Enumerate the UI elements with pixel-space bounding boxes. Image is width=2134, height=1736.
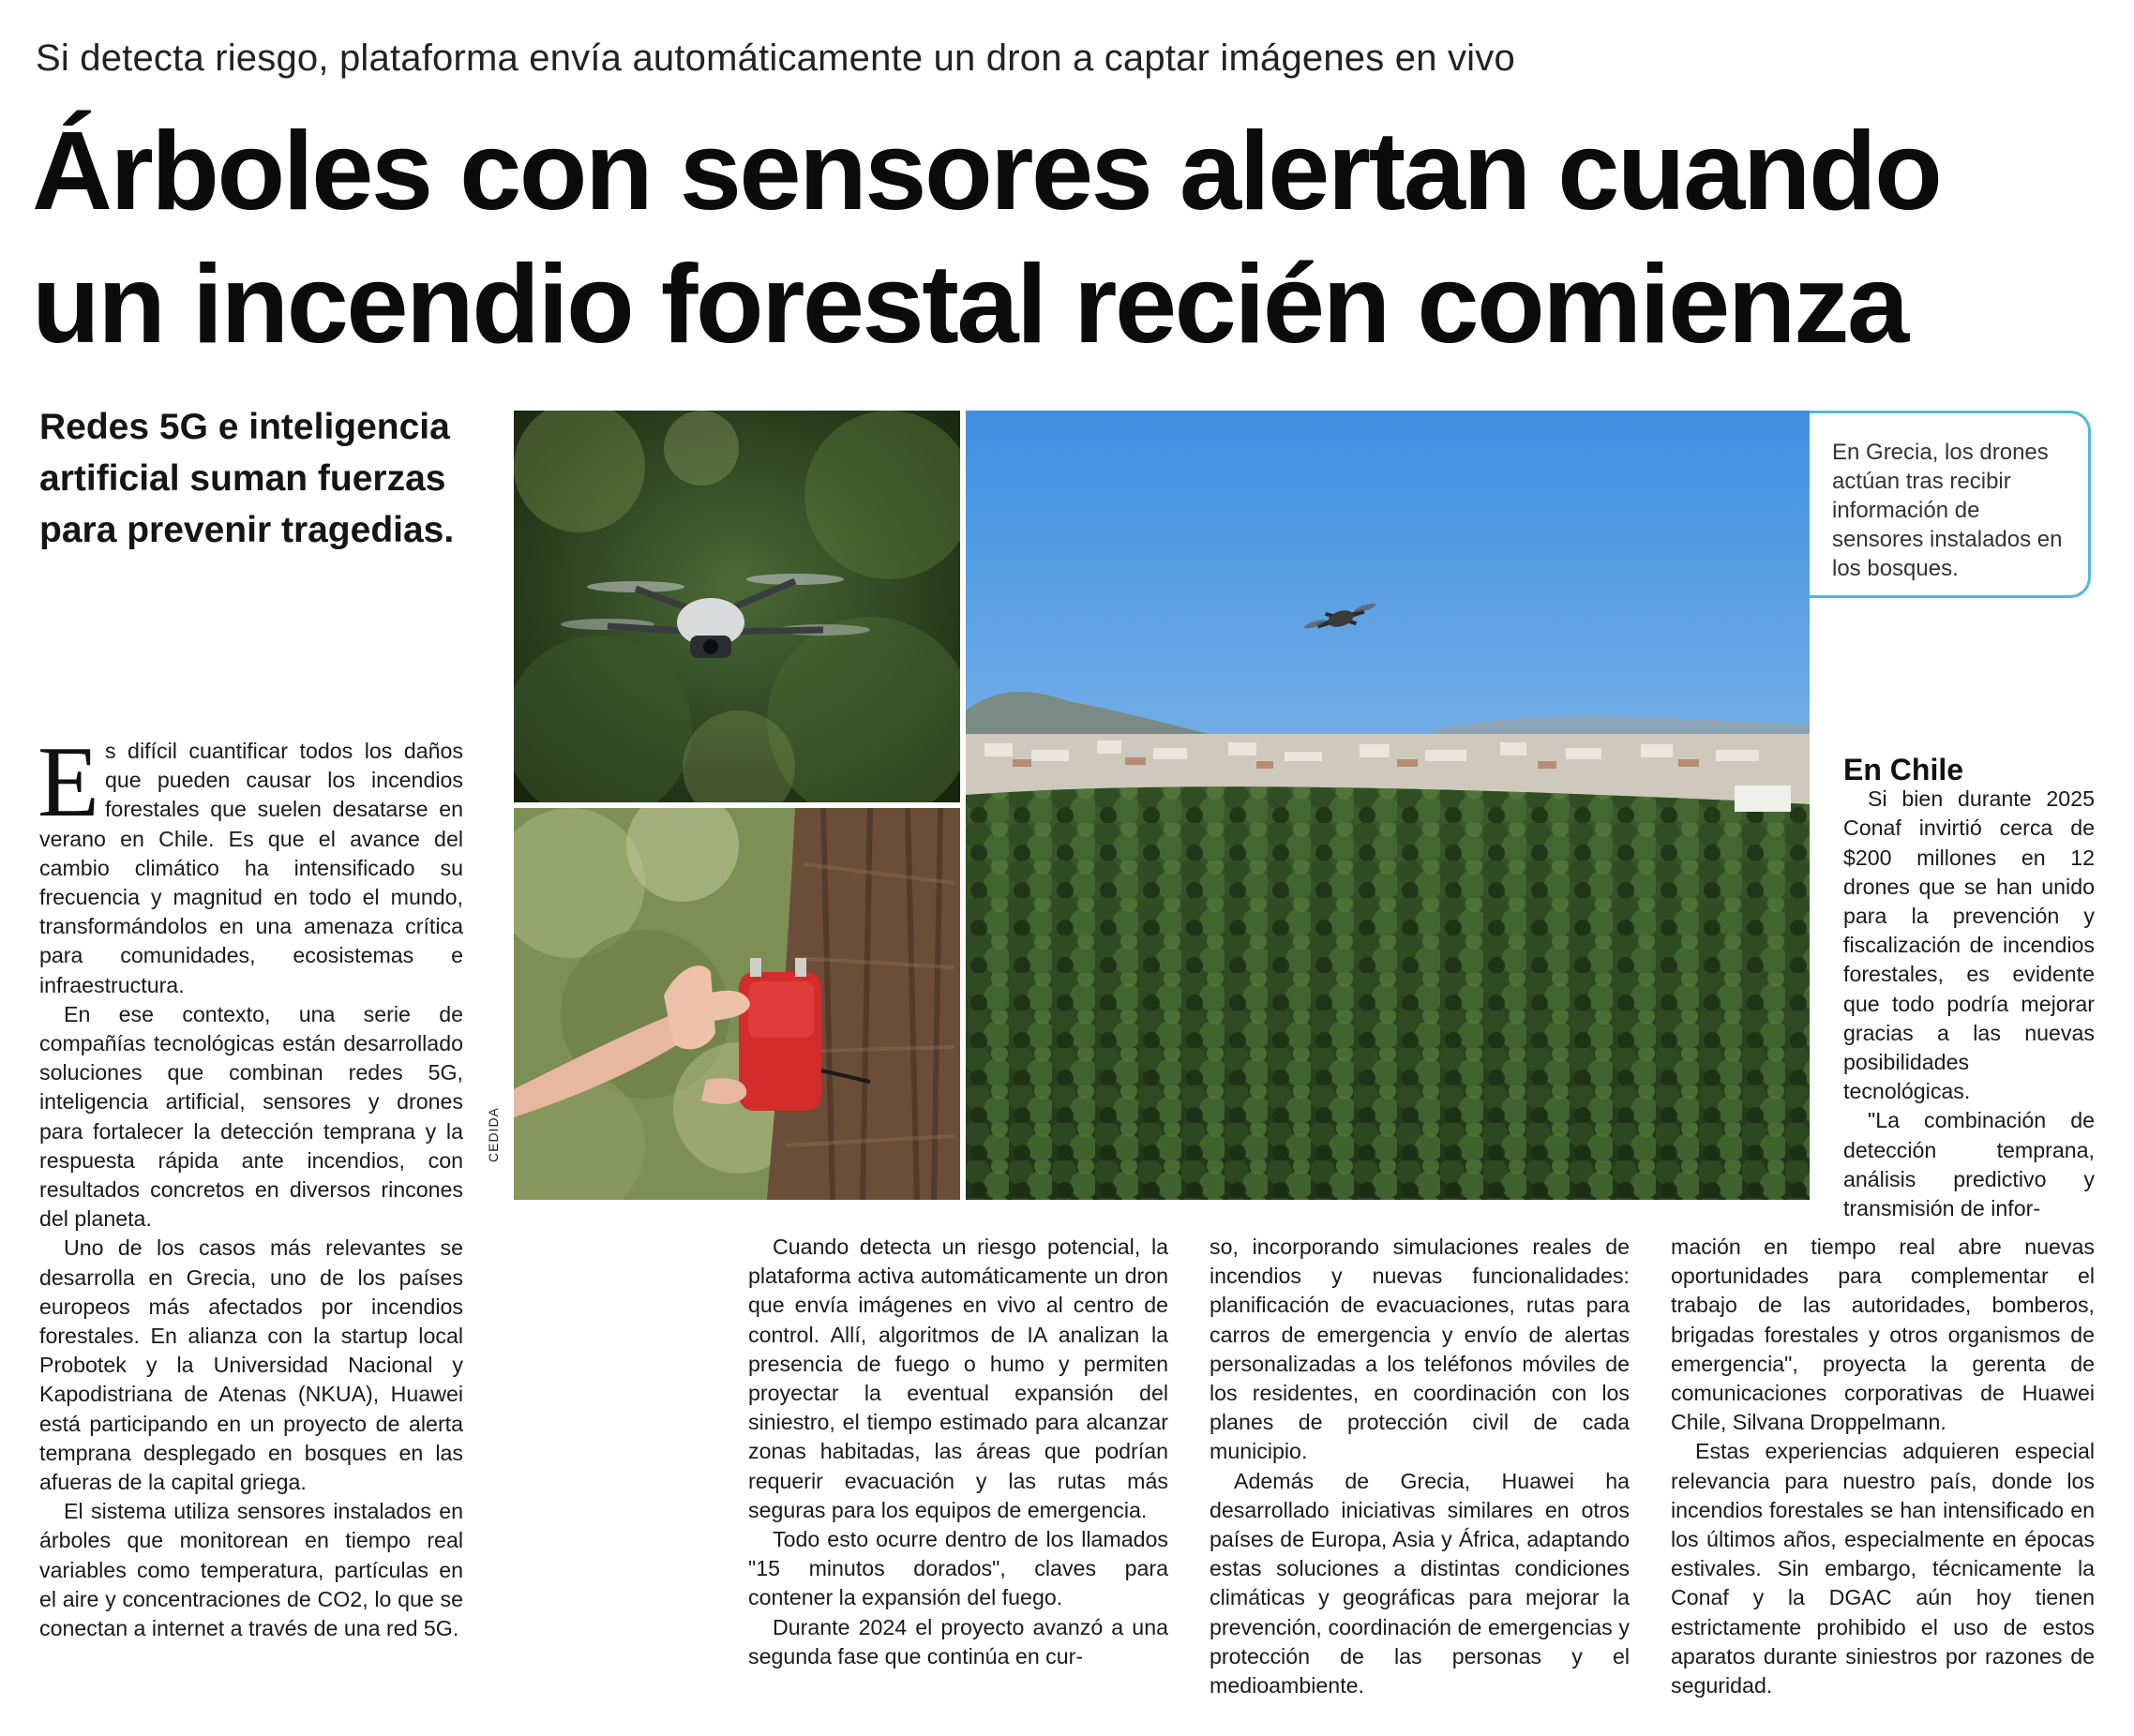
photo-drone-closeup [514,411,960,802]
drop-cap: E [38,726,99,838]
headline [32,105,2076,371]
paragraph: En ese contexto, una serie de compañías tecnológicas están desarrollado soluciones que combinan redes 5G, inteligencia artificial, sensores y drones para fortalecer la detección temprana y la respuesta rápida ante incendios, con resultados concretos en diversos rincones del planeta. [39,1001,463,1232]
paragraph: so, incorporando simulaciones reales de incendios y nuevas funcionalidades: planificación de evacuaciones, rutas para carros de emergencia y envío de alertas personalizadas a los teléfonos móviles de los residentes, en coordinación con los planes de protección civil de cada municipio. [1210,1235,1630,1464]
photo-caption-box [1810,411,2091,598]
paragraph: Estas experiencias adquieren especial relevancia para nuestro país, donde los incendios forestales se han intensificado en los últimos años, especialmente en épocas estivales. Sin embargo, técnicamente la Conaf y la DGAC aún hoy tienen estrictamente prohibido el uso de estos aparatos durante siniestros por razones de seguridad. [1671,1439,2095,1699]
paragraph: Es difícil cuantificar todos los daños que pueden causar los incendios forestales que suelen desatarse en verano en Chile. Es que el avance del cambio climático ha intensificado su frecuencia y magnitud en todo el mundo, transformándolos en una amenaza crítica para comunidades, ecosistemas e infraestructura. [38,726,463,997]
body-column-4-upper [1843,753,2095,1223]
paragraph: Además de Grecia, Huawei ha desarrollado iniciativas similares en otros países de Europa, Asia y África, adaptando estas soluciones a distintas condiciones climáticas y geográficas para mejorar la prevención, coordinación de emergencias y protección de las personas y el medioambiente. [1210,1468,1630,1699]
paragraph: Todo esto ocurre dentro de los llamados "15 minutos dorados", claves para contener la expansión del fuego. [748,1527,1168,1610]
paragraph: El sistema utiliza sensores instalados en árboles que monitorean en tiempo real variables como temperatura, partículas en el aire y concentraciones de CO2, lo que se conectan a internet a través de una red 5G. [39,1499,463,1641]
body-column-2 [748,1233,1168,1671]
headline-line-1: Árboles con sensores alertan cuando [32,109,1941,233]
headline-line-2: un incendio forestal recién comienza [32,242,1907,367]
paragraph: Durante 2024 el proyecto avanzó a una segunda fase que continúa en cur- [748,1614,1168,1669]
body-column-4-lower [1671,1233,2095,1700]
deck-subtitle: Redes 5G e inteligencia artificial suman fuerzas para prevenir tragedias. [39,407,455,550]
photo-forest-landscape-image [966,411,1810,1200]
paragraph: Uno de los casos más relevantes se desarrolla en Grecia, uno de los países europeos más afectados por incendios forestales. En alianza con la startup local Probotek y la Universidad Nacional y Kapodistriana de Atenas (NKUA), Huawei está participando en un proyecto de alerta temprana desplegado en bosques en las afueras de la capital griega. [39,1235,463,1495]
photo-drone-closeup-image [514,411,960,802]
body-column-1 [38,726,463,1643]
photo-credit: CEDIDA [486,1107,501,1162]
photo-tree-sensor-image [514,808,960,1200]
paragraph: Cuando detecta un riesgo potencial, la plataforma activa automáticamente un dron que envía imágenes en vivo al centro de control. Allí, algoritmos de IA analizan la presencia de fuego o humo y permiten proyectar la eventual expansión del siniestro, el tiempo estimado para alcanzar zonas habitadas, las áreas que podrían requerir evacuación y las rutas más seguras para los equipos de emergencia. [748,1235,1168,1522]
kicker: Si detecta riesgo, plataforma envía automáticamente un dron a captar imágenes en vivo [36,37,1515,79]
paragraph: "La combinación de detección temprana, análisis predictivo y transmisión de infor- [1843,1108,2095,1221]
paragraph: Si bien durante 2025 Conaf invirtió cerca de $200 millones en 12 drones que se han unido para la prevención y fiscalización de incendios forestales, es evidente que todo podría mejorar gracias a las nuevas posibilidades tecnológicas. [1843,786,2095,1104]
photo-forest-landscape [966,411,1810,1200]
photo-tree-sensor [514,808,960,1200]
section-subhead: En Chile [1843,753,1964,786]
paragraph: mación en tiempo real abre nuevas oportunidades para complementar el trabajo de las autoridades, bomberos, brigadas forestales y otros organismos de emergencia", proyecta la gerenta de comunicaciones corporativas de Huawei Chile, Silvana Droppelmann. [1671,1235,2095,1435]
photo-caption: En Grecia, los drones actúan tras recibir información de sensores instalados en los bosques. [1832,440,2063,581]
body-column-3 [1210,1233,1630,1700]
